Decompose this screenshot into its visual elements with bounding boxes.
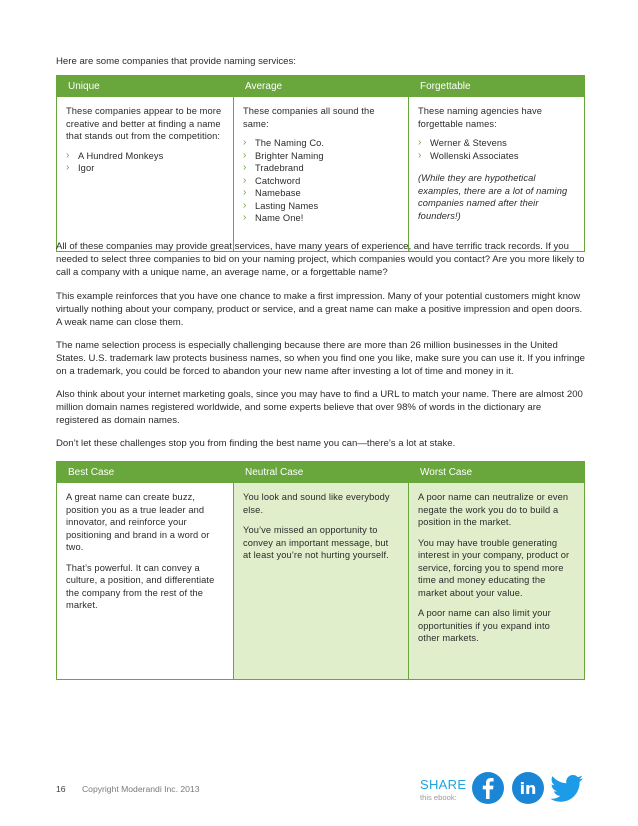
worst-case-paragraph: A poor name can also limit your opportunities if you expand into other markets.	[418, 608, 551, 643]
header-forgettable: Forgettable	[409, 76, 585, 97]
linkedin-icon[interactable]	[512, 772, 544, 804]
worst-case-paragraph: You may have trouble generating interest in your company, product or service, forcing you to spend more time and money educating the market about your value.	[418, 537, 570, 598]
cell-unique	[57, 97, 234, 252]
header-average: Average	[234, 76, 409, 97]
cell-worst-case	[409, 483, 585, 680]
list-item: › Namebase	[243, 187, 398, 200]
best-case-paragraph: That’s powerful. It can convey a culture, a position, and differentiate the company from the rest of the market.	[66, 562, 215, 610]
neutral-case-paragraph: You look and sound like everybody else.	[243, 492, 390, 515]
worst-case-paragraph: A poor name can neutralize or even negate the work you do to build a position in the market.	[418, 492, 569, 527]
unique-description: These companies appear to be more creative and better at finding a name that stands out from the competition:	[66, 106, 222, 141]
list-item: › Werner & Stevens	[418, 137, 574, 150]
average-description: These companies all sound the same:	[243, 106, 375, 129]
cell-best-case	[57, 483, 234, 680]
header-neutral-case: Neutral Case	[234, 462, 409, 483]
list-item: › Lasting Names	[243, 200, 398, 213]
paragraph-5: Don’t let these challenges stop you from finding the best name you can—there’s a lot at stake.	[56, 438, 456, 449]
list-item: › Igor	[66, 162, 223, 175]
list-item: › A Hundred Monkeys	[66, 150, 223, 163]
list-item: › The Naming Co.	[243, 137, 398, 150]
copyright: Copyright Moderandi Inc. 2013	[81, 784, 200, 794]
average-list	[243, 137, 398, 225]
forgettable-note: (While they are hypothetical examples, there are a lot of naming companies named after their founders!)	[418, 173, 568, 221]
twitter-icon[interactable]	[549, 772, 585, 804]
cell-average	[234, 97, 409, 252]
intro-text: Here are some companies that provide naming services:	[56, 56, 296, 67]
linkedin-glyph: in	[519, 779, 537, 798]
header-best-case: Best Case	[57, 462, 234, 483]
header-worst-case: Worst Case	[409, 462, 585, 483]
neutral-case-paragraph: You’ve missed an opportunity to convey an important message, but at least you’re not hurting yourself.	[243, 525, 389, 560]
header-unique: Unique	[57, 76, 234, 97]
page-number: 16	[56, 784, 66, 794]
paragraph-1: All of these companies may provide great services, have many years of experience, and have terrific track records. If you needed to select three companies to bid on your naming project, which companies would you contact? Are you more likely to call a company with a unique name, an average name, or a forgettable name?	[56, 241, 585, 279]
paragraph-2: This example reinforces that you have one chance to make a first impression. Many of your potential customers might know virtually nothing about your company, product or service, and a great name can make a positive impression and open doors. A weak name can close them.	[56, 291, 583, 329]
best-case-paragraph: A great name can create buzz, position you as a true leader and innovator, and reinforce your positioning and brand in a word or two.	[66, 492, 210, 552]
share-label: SHARE	[420, 777, 467, 792]
share-sublabel: this ebook:	[420, 793, 457, 802]
paragraph-3: The name selection process is especially challenging because there are more than 26 million businesses in the United States. U.S. trademark law protects business names, so when you find one you like, make sure you can use it. If you infringe on a trademark, you could be forced to abandon your new name after investing a lot of time and money in it.	[56, 340, 585, 378]
list-item: › Brighter Naming	[243, 150, 398, 163]
cell-neutral-case	[234, 483, 409, 680]
page-footer	[56, 784, 199, 794]
paragraph-4: Also think about your internet marketing goals, since you may have to find a URL to match your name. There are almost 200 million domain names registered worldwide, and some experts believe that over 98% of words in the dictionary are registered as domain names.	[56, 389, 583, 427]
unique-list	[66, 150, 223, 175]
cell-forgettable	[409, 97, 585, 252]
share-label-block	[420, 777, 466, 802]
naming-companies-table	[56, 75, 585, 252]
name-outcomes-table	[56, 461, 585, 680]
list-item: › Catchword	[243, 175, 398, 188]
forgettable-description: These naming agencies have forgettable names:	[418, 106, 543, 129]
list-item: › Tradebrand	[243, 162, 398, 175]
list-item: › Name One!	[243, 212, 398, 225]
forgettable-list	[418, 137, 574, 162]
facebook-icon[interactable]	[472, 772, 504, 804]
list-item: › Wollenski Associates	[418, 150, 574, 163]
